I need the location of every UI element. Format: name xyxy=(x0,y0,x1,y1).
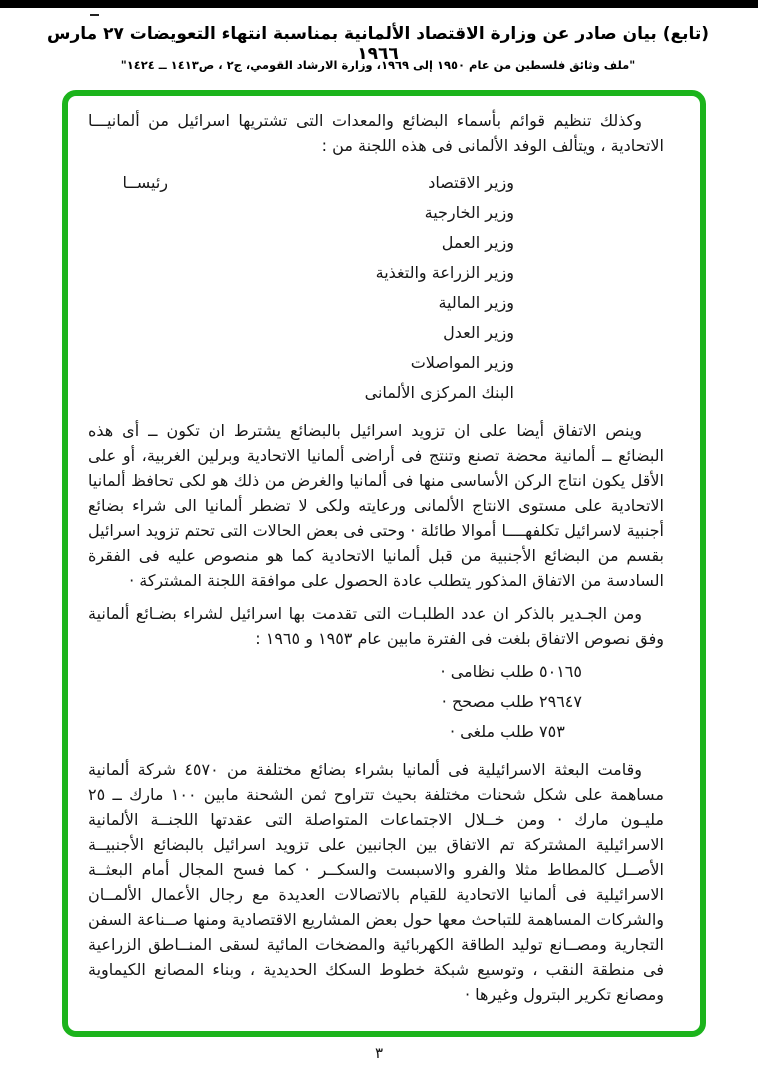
list-item-minister xyxy=(88,348,514,378)
member-label: البنك المركزى الألمانى xyxy=(364,383,514,402)
list-item-minister xyxy=(88,198,514,228)
request-label: طلب مصحح · xyxy=(441,692,534,711)
request-count: ٧٥٣ xyxy=(539,722,565,741)
request-label: طلب نظامى · xyxy=(440,662,534,681)
list-item-minister xyxy=(88,228,514,258)
paragraph-agreement-terms: وينص الاتفاق أيضا على ان تزويد اسرائيل بالبضائع يشترط ان تكون ــ أى هذه البضائع ــ ألمانية محضة تصنع وتنتج فى أراضى ألمانيا الاتحادية وبرلين الغربية، أو على الأقل يكون انتاج الركن الأساسى منها فى ألمانيا والغرض من ذلك هو لكى تحافظ ألمانيا الاتحادية على مستوى الانتاج الألمانى ورعايته ولكى لا تضطر ألمانيا الى شراء بضائع أجنبية لاسرائيل تكلفهــــا أموالا طائلة · وحتى فى بعض الحالات التى تحتم تزويد اسرائيل بقسم من البضائع الأجنبية من قبل ألمانيا الاتحادية كما هو منصوص عليه فى الفقرة السادسة من الاتفاق المذكور يتطلب عادة الحصول على موافقة اللجنة المشتركة · xyxy=(88,421,664,590)
highlight-annotation-box xyxy=(62,90,706,1037)
list-item-central-bank xyxy=(88,378,514,408)
scan-dash-artifact xyxy=(90,14,99,16)
document-title: (تابع) بيان صادر عن وزارة الاقتصاد الألمانية بمناسبة انتهاء التعويضات ٢٧ مارس ١٩٦٦ xyxy=(47,24,709,64)
request-row-cancelled xyxy=(88,717,594,747)
list-item-minister xyxy=(88,258,514,288)
committee-members-list xyxy=(88,168,664,408)
paragraph-requests-intro: ومن الجـدير بالذكر ان عدد الطلبـات التى تقدمت بها اسرائيل لشراء بضـائع ألمانية وفق نصوص الاتفاق بلغت فى الفترة مابين عام ١٩٥٣ و ١٩٦٥ : xyxy=(88,604,664,648)
requests-count-list xyxy=(88,657,664,747)
paragraph-intro: وكذلك تنظيم قوائم بأسماء البضائع والمعدات التى تشتريها اسرائيل من ألمانيـــا الاتحادية ، ويتألف الوفد الألمانى فى هذه اللجنة من : xyxy=(88,111,664,155)
minister-label: وزير الزراعة والتغذية xyxy=(375,263,514,282)
request-count: ٥٠١٦٥ xyxy=(539,662,582,681)
document-source-citation: "ملف وثائق فلسطين من عام ١٩٥٠ إلى ١٩٦٩، وزارة الارشاد القومي، ج٢ ، ص١٤١٣ ــ ١٤٢٤" xyxy=(120,58,636,72)
list-item-minister xyxy=(88,168,514,198)
list-item-minister xyxy=(88,318,514,348)
scan-edge-artifact-top xyxy=(0,0,758,8)
list-item-minister xyxy=(88,288,514,318)
minister-label: وزير الخارجية xyxy=(424,203,514,222)
minister-label: وزير العدل xyxy=(443,323,514,342)
page-number: ٣ xyxy=(374,1044,384,1062)
minister-label: وزير العمل xyxy=(441,233,514,252)
request-count: ٢٩٦٤٧ xyxy=(539,692,582,711)
request-row-regular xyxy=(88,657,594,687)
minister-role: رئيســا xyxy=(122,173,168,192)
minister-label: وزير الاقتصاد xyxy=(428,173,514,192)
request-label: طلب ملغى · xyxy=(449,722,534,741)
minister-label: وزير المالية xyxy=(438,293,514,312)
paragraph-mission-activities: وقامت البعثة الاسرائيلية فى ألمانيا بشراء بضائع مختلفة من ٤٥٧٠ شركة ألمانية مساهمة على شكل شحنات مختلفة بحيث تتراوح ثمن الشحنة مابين ١٠٠ مارك ــ ٢٥ مليـون مارك · ومن خــلال الاجتماعات المتواصلة التى عقدتها اللجنــة الألمانية الاسرائيلية المشتركة تم الاتفاق بين الجانبين على تزويد اسرائيل بالبضائع الأجنبيــة الأصــل كالمطاط مثلا والفرو والاسبست والسكــر · كما فسح المجال أمام البعثــة الاسرائيلية فى ألمانيا الاتحادية للقيام بالاتصالات العديدة مع رجال الأعمال الألمــان والشركات المساهمة للتباحث معها حول بعض المشاريع الاقتصادية ومنها صــناعة السفن التجارية ومصــانع توليد الطاقة الكهربائية والمضخات المائية لسقى المنــاطق الزراعية فى منطقة النقب ، وتوسيع شبكة خطوط السكك الحديدية ، وبناء المصانع الكيماوية ومصانع تكرير البترول وغيرها · xyxy=(88,760,665,1004)
minister-label: وزير المواصلات xyxy=(410,353,514,372)
request-row-corrected xyxy=(88,687,594,717)
